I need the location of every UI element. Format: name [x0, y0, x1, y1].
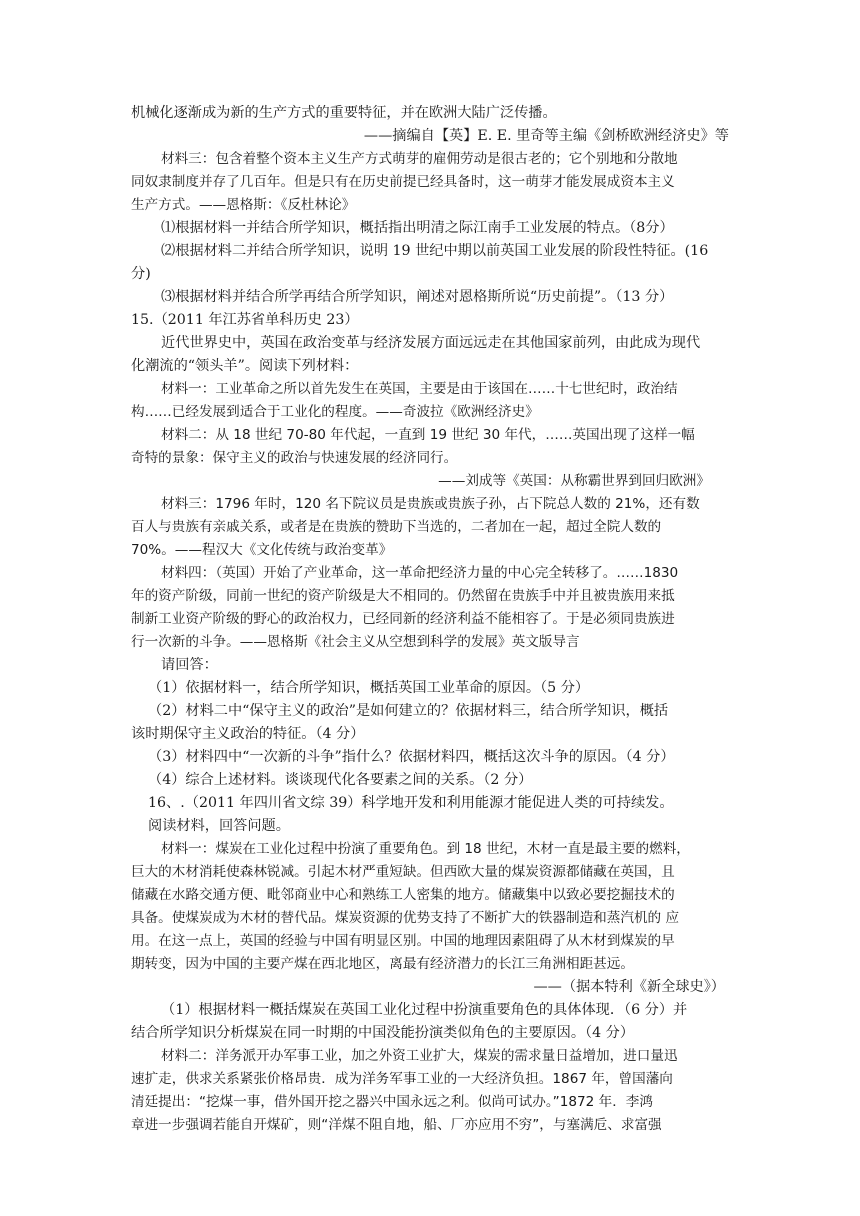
text-line: 章进一步强调若能自开煤矿，则“洋煤不阻自地，船、厂亦应用不穷”，与塞满卮、求富强 — [131, 1117, 662, 1133]
text-line: 材料二：从 18 世纪 70-80 年代起，一直到 19 世纪 30 年代，……英国出现了这样一幅 — [161, 427, 695, 443]
question-line: ⑶根据材料并结合所学再结合所学知识，阐述对恩格斯所说“历史前提”。（13 分） — [161, 289, 674, 305]
text-line: 化潮流的“领头羊”。阅读下列材料： — [131, 358, 359, 374]
text-line: 材料一：工业革命之所以首先发生在英国，主要是由于该国在……十七世纪时，政治结 — [161, 381, 678, 397]
citation-line: ——（据本特利《新全球史》） — [533, 979, 725, 995]
text-line: 具备。使煤炭成为木材的替代品。煤炭资源的优势支持了不断扩大的铁器制造和蒸汽机的 应 — [131, 910, 680, 926]
citation-line: ——刘成等《英国：从称霸世界到回归欧洲》 — [438, 473, 710, 489]
text-line: 机械化逐渐成为新的生产方式的重要特征，并在欧洲大陆广泛传播。 — [131, 105, 557, 121]
text-line: 材料三：包含着整个资本主义生产方式萌芽的雇佣劳动是很古老的；它个别地和分散地 — [161, 151, 678, 167]
text-line: 行一次新的斗争。——恩格斯《社会主义从空想到科学的发展》英文版导言 — [131, 634, 580, 650]
question-line: 分) — [131, 266, 151, 282]
question-heading: 15.（2011 年江苏省单科历史 23） — [131, 312, 359, 328]
text-line: 百人与贵族有亲戚关系，或者是在贵族的赞助下当选的，二者加在一起，超过全院人数的 — [131, 519, 662, 535]
text-line: 材料二：洋务派开办军事工业，加之外资工业扩大，煤炭的需求量日益增加，进口量迅 — [161, 1048, 678, 1064]
question-line: ⑴根据材料一并结合所学知识，概括指出明清之际江南手工业发展的特点。（8分） — [161, 220, 674, 236]
question-line: 结合所学知识分析煤炭在同一时期的中国没能扮演类似角色的主要原因。（4 分） — [131, 1025, 635, 1041]
citation-line: ——摘编自【英】E. E. 里奇等主编《剑桥欧洲经济史》等 — [363, 128, 729, 144]
text-line: 近代世界史中，英国在政治变革与经济发展方面远远走在其他国家前列，由此成为现代 — [161, 335, 701, 351]
text-line: 奇特的景象：保守主义的政治与快速发展的经济同行。 — [131, 450, 458, 466]
question-line: （1）根据材料一概括煤炭在英国工业化过程中扮演重要角色的具体体现．（6 分）并 — [161, 1002, 688, 1018]
question-line: 该时期保守主义政治的特征。（4 分） — [131, 726, 365, 742]
text-line: 期转变，因为中国的主要产煤在西北地区，离最有经济潜力的长江三角洲相距甚远。 — [131, 956, 634, 972]
text-line: 材料三：1796 年时，120 名下院议员是贵族或贵族子孙，占下院总人数的 21%，还有数 — [161, 496, 700, 512]
text-line: 70%。——程汉大《文化传统与政治变革》 — [131, 542, 393, 558]
text-line: 生产方式。——恩格斯：《反杜林论》 — [131, 197, 356, 213]
text-line: 制新工业资产阶级的野心的政治权力，已经同新的经济利益不能相容了。于是必须同贵族进 — [131, 611, 675, 627]
text-line: 用。在这一点上，英国的经验与中国有明显区别。中国的地理因素阻碍了从木材到煤炭的早 — [131, 933, 675, 949]
text-line: 清廷提出：“挖煤一事，借外国开挖之器兴中国永远之利。似尚可试办。”1872 年．李鸿 — [131, 1094, 653, 1110]
text-line: 材料一：煤炭在工业化过程中扮演了重要角色。到 18 世纪，木材一直是最主要的燃料， — [161, 841, 690, 857]
text-line: 阅读材料，回答问题。 — [148, 818, 290, 834]
text-line: 速扩走，供求关系紧张价格昂贵．成为洋务军事工业的一大经济负担。1867 年，曾国藩向 — [131, 1071, 673, 1087]
question-line: （3）材料四中“一次新的斗争”指什么？依据材料四，概括这次斗争的原因。（4 分） — [148, 749, 675, 765]
text-line: 储藏在水路交通方便、毗邻商业中心和熟练工人密集的地方。储藏集中以致必要挖掘技术的 — [131, 887, 675, 903]
question-line: ⑵根据材料二并结合所学知识，说明 19 世纪中期以前英国工业发展的阶段性特征。(16 — [161, 243, 709, 259]
text-line: 构……已经发展到适合于工业化的程度。——奇波拉《欧洲经济史》 — [131, 404, 539, 420]
text-line: 同奴隶制度并存了几百年。但是只有在历史前提已经具备时，这一萌芽才能发展成资本主义 — [131, 174, 675, 190]
text-line: 年的资产阶级，同前一世纪的资产阶级是大不相同的。仍然留在贵族手中并且被贵族用来抵 — [131, 588, 675, 604]
question-line: （4）综合上述材料。谈谈现代化各要素之间的关系。（2 分） — [148, 772, 533, 788]
question-line: （2）材料二中“保守主义的政治”是如何建立的？依据材料三，结合所学知识，概括 — [148, 703, 669, 719]
question-heading: 16、.（2011 年四川省文综 39）科学地开发和利用能源才能促进人类的可持续发。 — [148, 795, 674, 811]
text-line: 请回答： — [161, 657, 218, 673]
question-line: （1）依据材料一，结合所学知识，概括英国工业革命的原因。（5 分） — [148, 680, 590, 696]
text-line: 材料四：（英国）开始了产业革命，这一革命把经济力量的中心完全转移了。……1830 — [161, 565, 679, 581]
text-line: 巨大的木材消耗使森林锐减。引起木材严重短缺。但西欧大量的煤炭资源都储藏在英国，且 — [131, 864, 675, 880]
